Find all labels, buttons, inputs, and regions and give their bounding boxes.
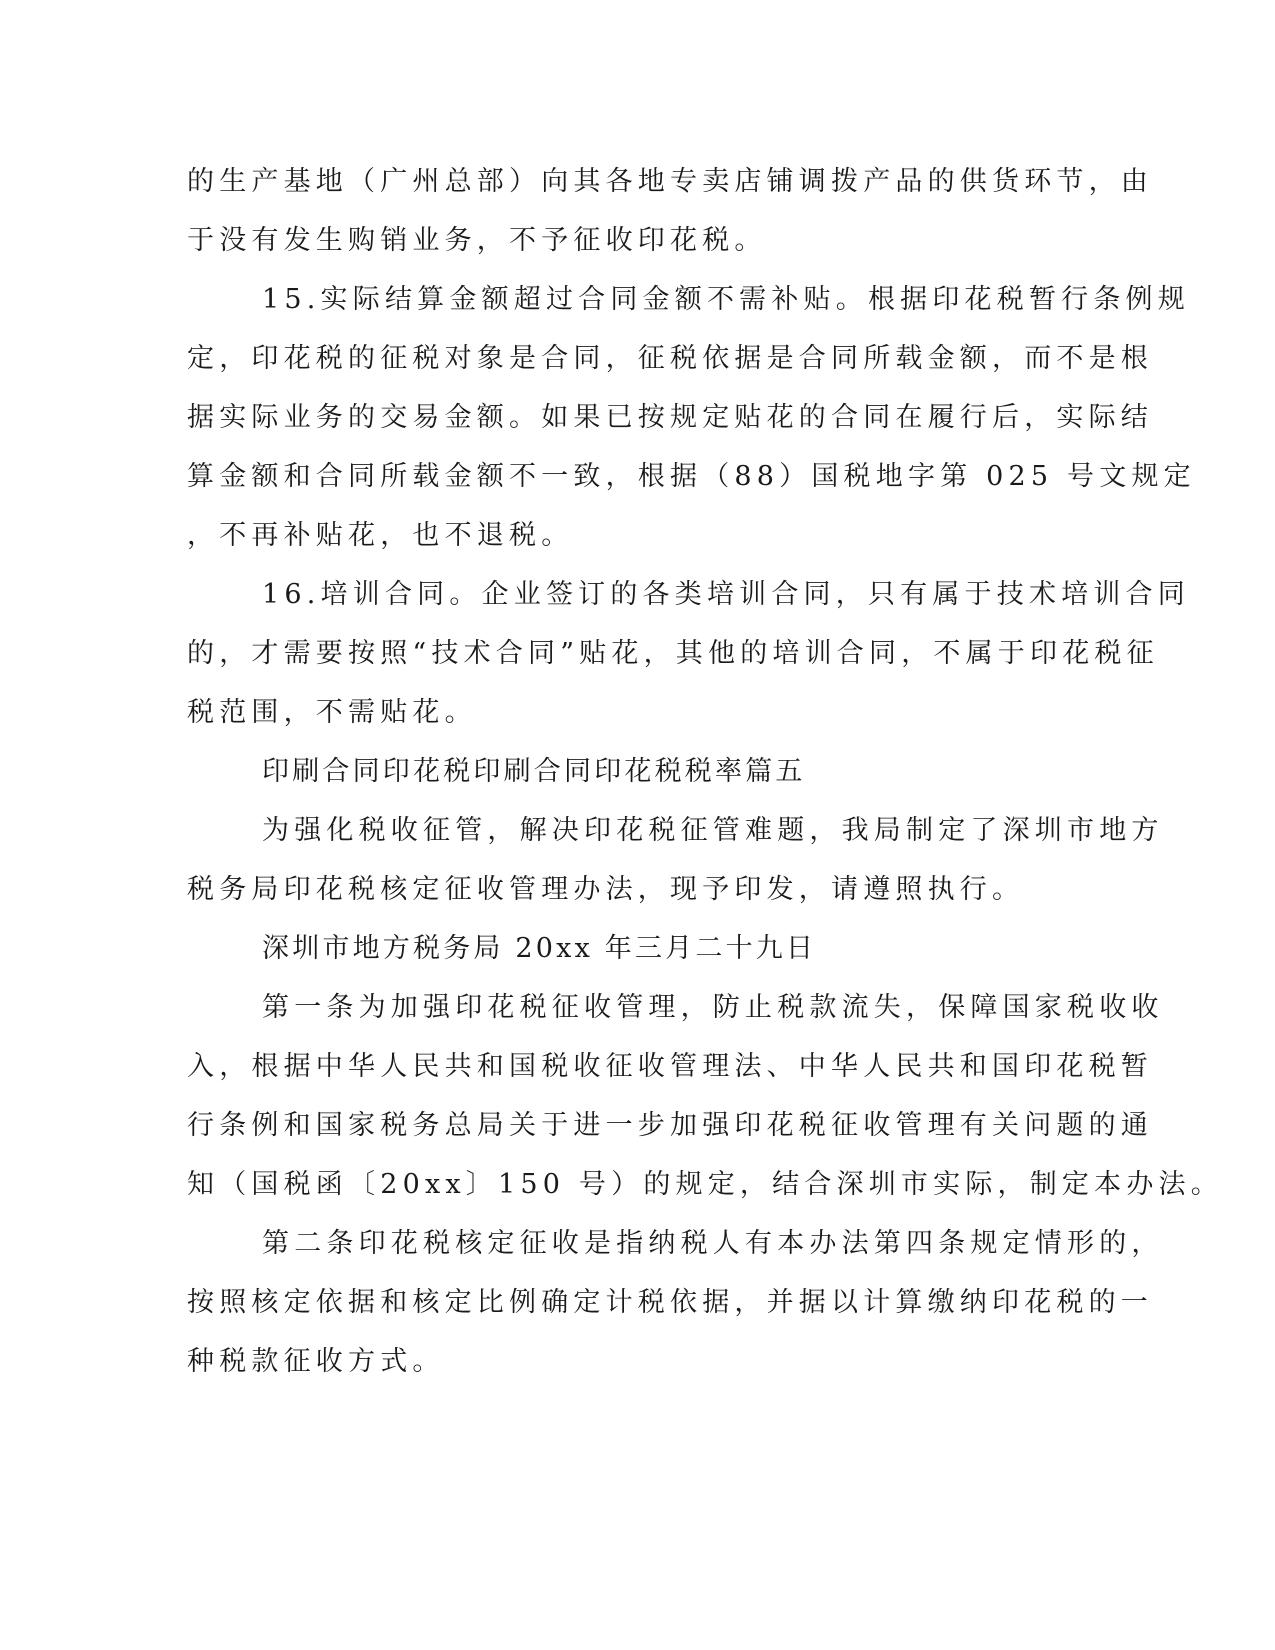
text-line: 税务局印花税核定征收管理办法，现予印发，请遵照执行。: [187, 874, 1025, 905]
text-line: 于没有发生购销业务，不予征收印花税。: [187, 225, 767, 256]
paragraph-15-start: 15.实际结算金额超过合同金额不需补贴。根据印花税暂行条例规: [262, 284, 1190, 315]
text-line: 税范围，不需贴花。: [187, 697, 477, 728]
article-2-start: 第二条印花税核定征收是指纳税人有本办法第四条规定情形的，: [262, 1228, 1164, 1259]
text-line: 算金额和合同所载金额不一致，根据（88）国税地字第 025 号文规定: [187, 461, 1196, 492]
issuer-date-line: 深圳市地方税务局 20xx 年三月二十九日: [262, 933, 817, 964]
article-1-start: 第一条为加强印花税征收管理，防止税款流失，保障国家税收收: [262, 992, 1164, 1023]
text-line: 按照核定依据和核定比例确定计税依据，并据以计算缴纳印花税的一: [187, 1287, 1153, 1318]
text-line: 种税款征收方式。: [187, 1346, 445, 1377]
text-line: 知（国税函〔20xx〕150 号）的规定，结合深圳市实际，制定本办法。: [187, 1169, 1223, 1200]
paragraph-16-start: 16.培训合同。企业签订的各类培训合同，只有属于技术培训合同: [262, 579, 1190, 610]
text-line: 行条例和国家税务总局关于进一步加强印花税征收管理有关问题的通: [187, 1110, 1153, 1141]
text-line: 的，才需要按照“技术合同”贴花，其他的培训合同，不属于印花税征: [187, 638, 1159, 669]
text-line: 的生产基地（广州总部）向其各地专卖店铺调拨产品的供货环节，由: [187, 166, 1153, 197]
text-line: 定，印花税的征税对象是合同，征税依据是合同所载金额，而不是根: [187, 343, 1153, 374]
text-line: 入，根据中华人民共和国税收征收管理法、中华人民共和国印花税暂: [187, 1051, 1153, 1082]
notice-paragraph-start: 为强化税收征管，解决印花税征管难题，我局制定了深圳市地方: [262, 815, 1164, 846]
text-line: ，不再补贴花，也不退税。: [187, 520, 574, 551]
text-line: 据实际业务的交易金额。如果已按规定贴花的合同在履行后，实际结: [187, 402, 1153, 433]
section-heading: 印刷合同印花税印刷合同印花税税率篇五: [262, 756, 806, 787]
